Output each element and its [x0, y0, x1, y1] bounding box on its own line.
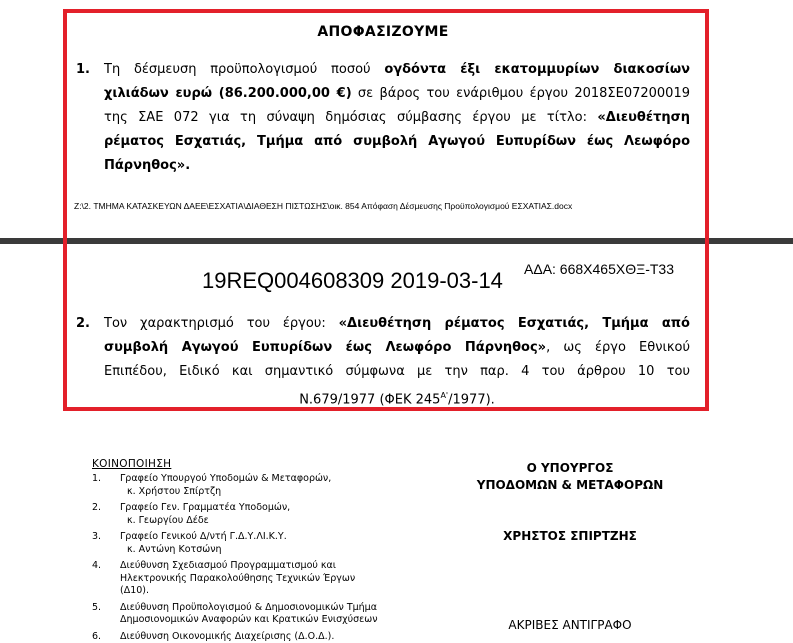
signatory-ministry: ΥΠΟΔΟΜΩΝ & ΜΕΤΑΦΟΡΩΝ [440, 477, 700, 494]
list-item-text: Γραφείο Υπουργού Υποδομών & Μεταφορών, [120, 473, 422, 486]
item-line [104, 58, 690, 82]
list-item-text: Δημοσιονομικών Αναφορών και Κρατικών Ενισχύσεων [120, 614, 422, 627]
bold-run: Πάρνηθος». [104, 158, 190, 173]
bold-run: ρέματος Εσχατιάς, Τμήμα από συμβολή Αγωγού Ευπυρίδων έως Λεωφόρο [104, 134, 690, 149]
distribution-list [92, 473, 422, 643]
list-item-number: 5. [92, 602, 116, 615]
list-item-number: 2. [92, 502, 116, 515]
list-item [92, 502, 422, 527]
list-item-number: 1. [92, 473, 116, 486]
list-item-text: (Δ10). [120, 585, 422, 598]
bold-run: «Διευθέτηση ρέματος Εσχατιάς, Τμήμα από [339, 316, 690, 331]
list-item-number: 3. [92, 531, 116, 544]
list-item-subtext: κ. Γεωργίου Δέδε [127, 515, 422, 528]
signatory-role [440, 460, 700, 494]
distribution-title: ΚΟΙΝΟΠΟΙΗΣΗ [92, 458, 171, 470]
list-item-text: Διεύθυνση Σχεδιασμού Προγραμματισμού και [120, 560, 422, 573]
item-number: 1. [76, 58, 90, 82]
decision-heading: ΑΠΟΦΑΣΙΖΟΥΜΕ [72, 24, 694, 40]
list-item-number: 4. [92, 560, 116, 573]
text-run: /1977). [448, 392, 495, 407]
text-run: της ΣΑΕ 072 για τη σύναψη δημόσιας σύμβασης έργου με τίτλο: [104, 110, 597, 125]
list-item-text: Διεύθυνση Προϋπολογισμού & Δημοσιονομικών Τμήμα [120, 602, 422, 615]
item-line [104, 82, 690, 106]
list-item [92, 560, 422, 598]
request-stamp-id: 19REQ004608309 2019-03-14 [202, 268, 503, 294]
text-run: σε βάρος του ενάριθμου έργου 2018ΣΕ07200019 [352, 86, 690, 101]
text-run: Τον χαρακτηρισμό του έργου: [104, 316, 339, 331]
item-line [104, 130, 690, 154]
text-run: Τη δέσμευση προϋπολογισμού ποσού [104, 62, 384, 77]
signatory-name: ΧΡΗΣΤΟΣ ΣΠΙΡΤΖΗΣ [440, 529, 700, 543]
true-copy-label: ΑΚΡΙΒΕΣ ΑΝΤΙΓΡΑΦΟ [440, 618, 700, 632]
list-item [92, 473, 422, 498]
list-item-subtext: κ. Αντώνη Κοτσώνη [127, 544, 422, 557]
item-line [104, 154, 690, 178]
item-text [104, 312, 690, 412]
item-number: 2. [76, 312, 90, 336]
item-line [104, 360, 690, 384]
list-item-number: 6. [92, 631, 116, 643]
item-line [104, 312, 690, 336]
item-text [104, 58, 690, 178]
item-line [104, 106, 690, 130]
ada-code: ΑΔΑ: 668Χ465ΧΘΞ-Τ33 [524, 261, 674, 277]
superscript: Α' [440, 391, 448, 400]
text-run: , ως έργο Εθνικού [546, 340, 690, 355]
bold-run: χιλιάδων ευρώ (86.200.000,00 €) [104, 86, 352, 101]
bold-run: ογδόντα έξι εκατομμυρίων διακοσίων [384, 62, 690, 77]
file-path-footer: Z:\2. ΤΜΗΜΑ ΚΑΤΑΣΚΕΥΩΝ ΔΑΕΕ\ΕΣΧΑΤΙΑ\ΔΙΑΘΕΣΗ ΠΙΣΤΩΣΗΣ\οικ. 854 Απόφαση Δέσμευσης Προϋπολογισμού ΕΣΧΑΤΙΑΣ.docx [74, 201, 694, 211]
item-line [104, 384, 690, 412]
bold-run: «Διευθέτηση [597, 110, 690, 125]
list-item [92, 531, 422, 556]
item-line [104, 336, 690, 360]
signatory-title: Ο ΥΠΟΥΡΓΟΣ [440, 460, 700, 477]
list-item-text: Γραφείο Γενικού Δ/ντή Γ.Δ.Υ.ΛΙ.Κ.Υ. [120, 531, 422, 544]
list-item-text: Γραφείο Γεν. Γραμματέα Υποδομών, [120, 502, 422, 515]
bold-run: συμβολή Αγωγού Ευπυρίδων έως Λεωφόρο Πάρνηθος» [104, 340, 546, 355]
text-run: Ν.679/1977 (ΦΕΚ 245 [299, 392, 440, 407]
list-item [92, 631, 422, 643]
list-item [92, 602, 422, 627]
list-item-text: Ηλεκτρονικής Παρακολούθησης Τεχνικών Έργων [120, 573, 422, 586]
list-item-text: Διεύθυνση Οικονομικής Διαχείρισης (Δ.Ο.Δ.). [120, 631, 422, 643]
list-item-subtext: κ. Χρήστου Σπίρτζη [127, 486, 422, 499]
text-run: Επιπέδου, Ειδικό και σημαντικό σύμφωνα με την παρ. 4 του άρθρου 10 του [104, 364, 690, 379]
